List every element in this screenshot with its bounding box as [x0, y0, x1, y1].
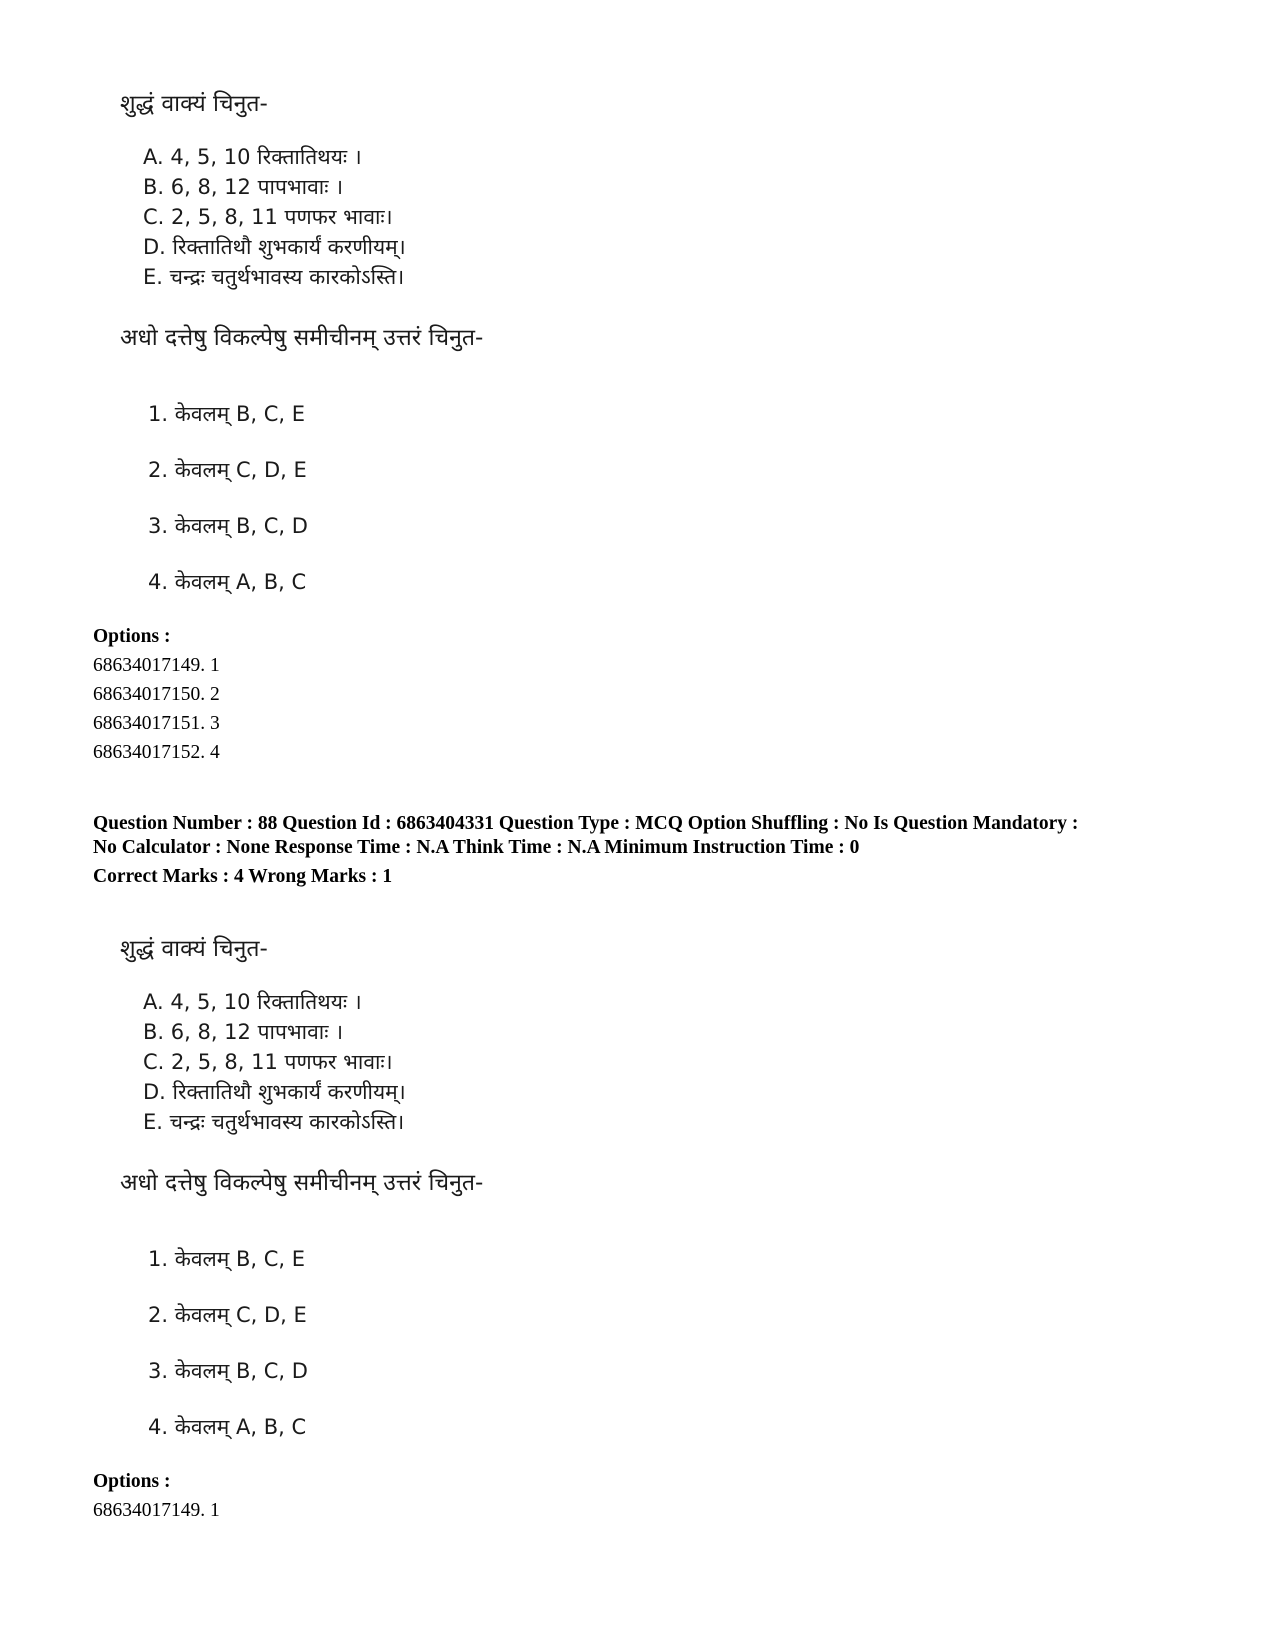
option-id-4: 68634017152. 4 — [93, 742, 220, 763]
question-meta-line-1: Question Number : 88 Question Id : 6863404331 Question Type : MCQ Option Shuffling : No Is Question Mandatory : — [93, 813, 1079, 834]
statement-a: A. 4, 5, 10 रिक्तातिथयः । — [143, 990, 362, 1014]
choice-3: 3. केवलम् B, C, D — [148, 514, 308, 538]
question-heading: शुद्धं वाक्यं चिनुत- — [120, 91, 268, 117]
choice-4: 4. केवलम् A, B, C — [148, 570, 307, 594]
question-meta-line-2: No Calculator : None Response Time : N.A Think Time : N.A Minimum Instruction Time : 0 — [93, 837, 860, 858]
statement-b: B. 6, 8, 12 पापभावाः । — [143, 1020, 344, 1044]
choice-4: 4. केवलम् A, B, C — [148, 1415, 307, 1439]
statement-e: E. चन्द्रः चतुर्थभावस्य कारकोऽस्ति। — [143, 265, 405, 289]
statement-e: E. चन्द्रः चतुर्थभावस्य कारकोऽस्ति। — [143, 1110, 405, 1134]
options-label: Options : — [93, 1471, 171, 1492]
option-id-3: 68634017151. 3 — [93, 713, 220, 734]
choice-2: 2. केवलम् C, D, E — [148, 458, 307, 482]
option-id-1: 68634017149. 1 — [93, 655, 220, 676]
choice-1: 1. केवलम् B, C, E — [148, 402, 306, 426]
choice-3: 3. केवलम् B, C, D — [148, 1359, 308, 1383]
choice-2: 2. केवलम् C, D, E — [148, 1303, 307, 1327]
option-id-2: 68634017150. 2 — [93, 684, 220, 705]
statement-b: B. 6, 8, 12 पापभावाः । — [143, 175, 344, 199]
statement-c: C. 2, 5, 8, 11 पणफर भावाः। — [143, 205, 393, 229]
instruction-text: अधो दत्तेषु विकल्पेषु समीचीनम् उत्तरं चिनुत- — [120, 1170, 484, 1196]
marks-line: Correct Marks : 4 Wrong Marks : 1 — [93, 866, 393, 887]
instruction-text: अधो दत्तेषु विकल्पेषु समीचीनम् उत्तरं चिनुत- — [120, 325, 484, 351]
option-id-1: 68634017149. 1 — [93, 1500, 220, 1521]
question-heading: शुद्धं वाक्यं चिनुत- — [120, 936, 268, 962]
statement-d: D. रिक्तातिथौ शुभकार्यं करणीयम्। — [143, 235, 406, 259]
choice-1: 1. केवलम् B, C, E — [148, 1247, 306, 1271]
options-label: Options : — [93, 626, 171, 647]
statement-c: C. 2, 5, 8, 11 पणफर भावाः। — [143, 1050, 393, 1074]
statement-d: D. रिक्तातिथौ शुभकार्यं करणीयम्। — [143, 1080, 406, 1104]
statement-a: A. 4, 5, 10 रिक्तातिथयः । — [143, 145, 362, 169]
